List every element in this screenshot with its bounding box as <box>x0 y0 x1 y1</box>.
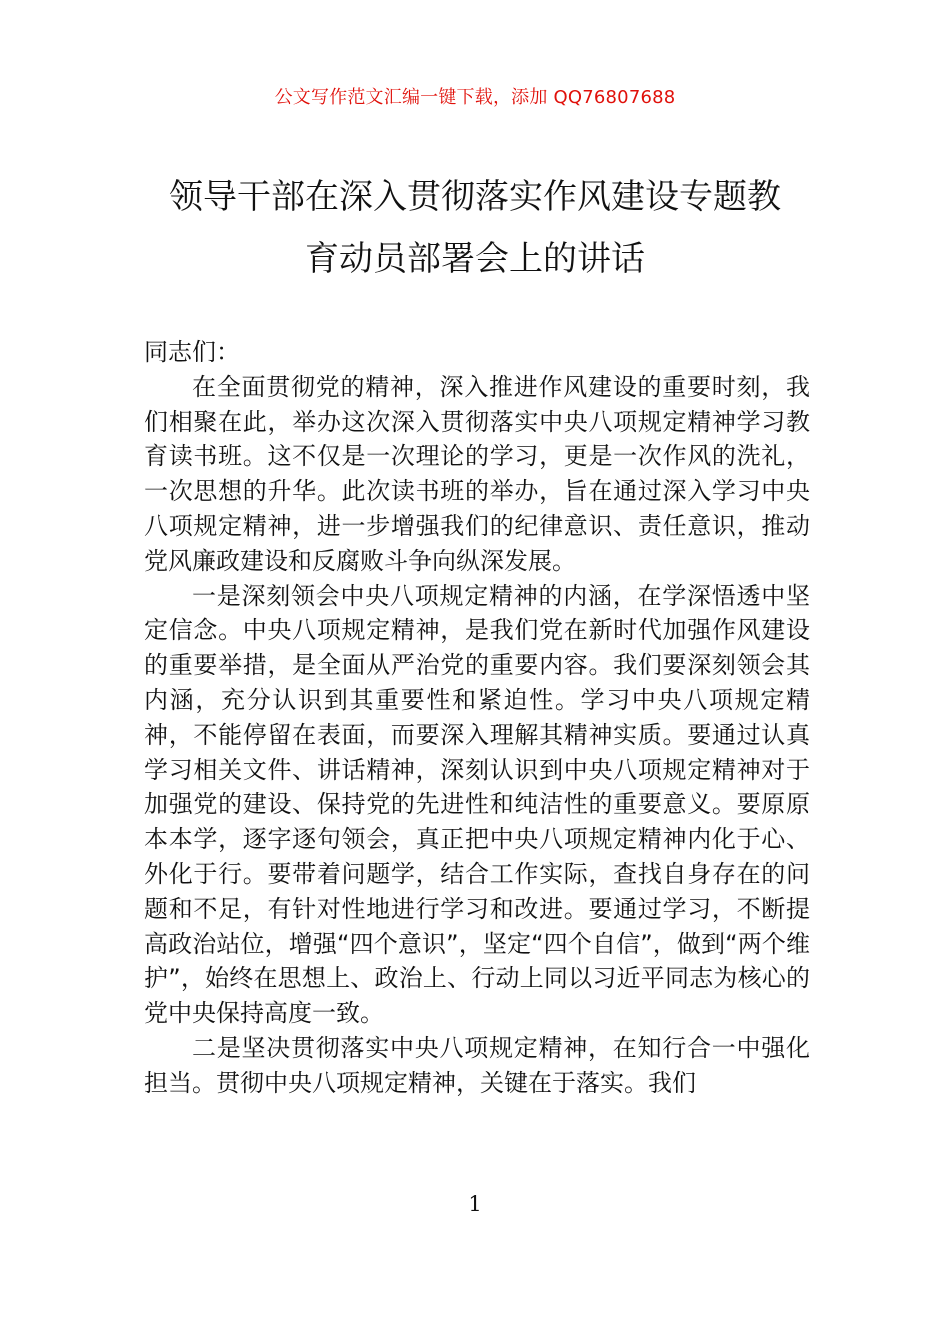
document-title <box>150 166 800 290</box>
document-body <box>144 335 810 1101</box>
title-line-1: 领导干部在深入贯彻落实作风建设专题教 <box>169 177 781 217</box>
paragraph-point-two: 二是坚决贯彻落实中央八项规定精神，在知行合一中强化担当。贯彻中央八项规定精神，关键在于落实。我们 <box>144 1033 810 1097</box>
paragraph-point-one: 一是深刻领会中央八项规定精神的内涵，在学深悟透中坚定信念。中央八项规定精神，是我们党在新时代加强作风建设的重要举措，是全面从严治党的重要内容。我们要深刻领会其内涵，充分认识到其重要性和紧迫性。学习中央八项规定精神，不能停留在表面，而要深入理解其精神实质。要通过认真学习相关文件、讲话精神，深刻认识到中央八项规定精神对于加强党的建设、保持党的先进性和纯洁性的重要意义。要原原本本学，逐字逐句领会，真正把中央八项规定精神内化于心、外化于行。要带着问题学，结合工作实际，查找自身存在的问题和不足，有针对性地进行学习和改进。要通过学习，不断提高政治站位，增强“四个意识”，坚定“四个自信”，做到“两个维护”，始终在思想上、政治上、行动上同以习近平同志为核心的党中央保持高度一致。 <box>144 581 810 1028</box>
page-number: 1 <box>468 1192 482 1216</box>
download-banner: 公文写作范文汇编一键下载，添加 QQ76807688 <box>274 87 676 108</box>
greeting: 同志们： <box>144 338 240 366</box>
paragraph-intro: 在全面贯彻党的精神，深入推进作风建设的重要时刻，我们相聚在此，举办这次深入贯彻落实中央八项规定精神学习教育读书班。这不仅是一次理论的学习，更是一次作风的洗礼，一次思想的升华。此次读书班的举办，旨在通过深入学习中央八项规定精神，进一步增强我们的纪律意识、责任意识，推动党风廉政建设和反腐败斗争向纵深发展。 <box>144 372 810 575</box>
title-line-2: 育动员部署会上的讲话 <box>305 239 645 279</box>
